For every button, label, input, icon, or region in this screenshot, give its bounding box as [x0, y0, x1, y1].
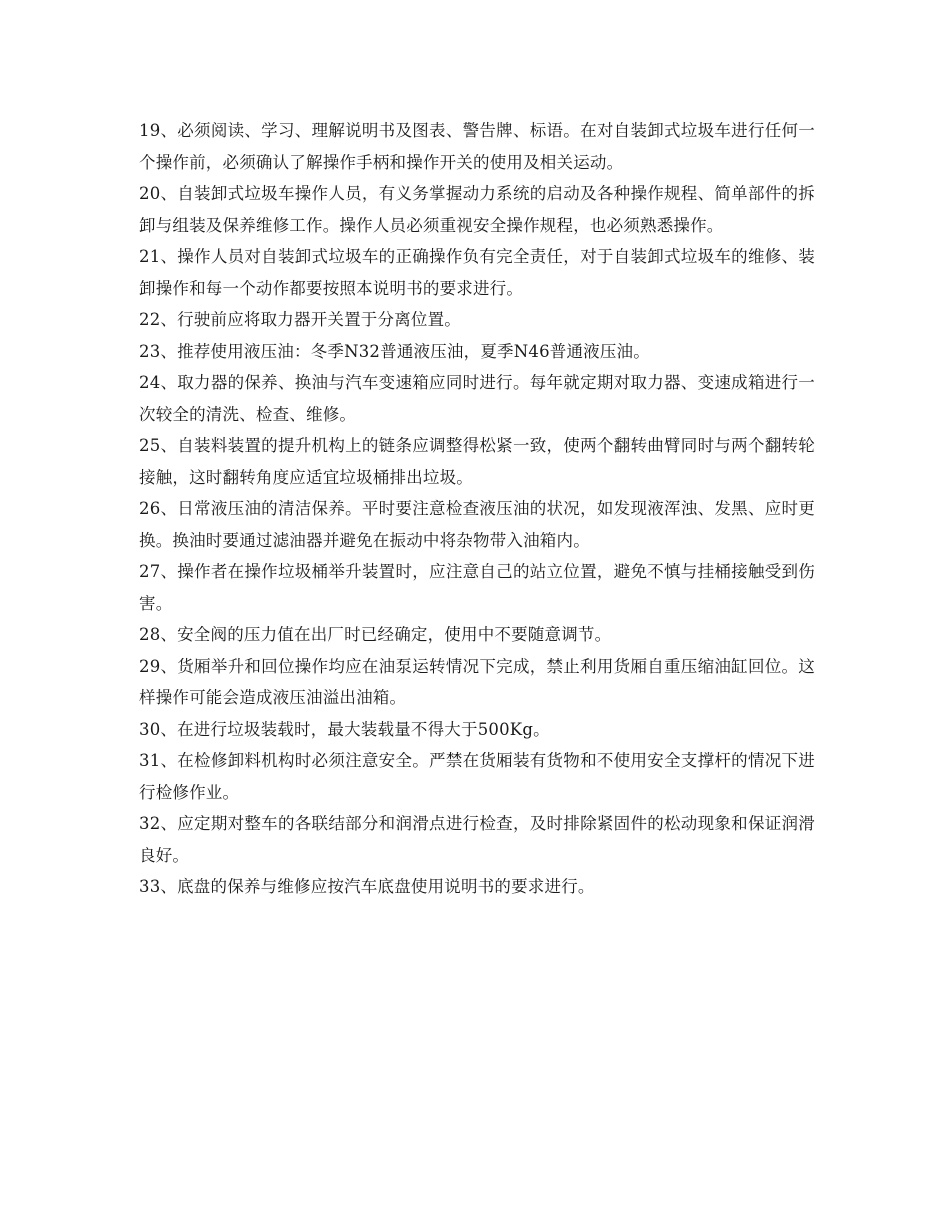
instruction-item-31: 31、在检修卸料机构时必须注意安全。严禁在货厢装有货物和不使用安全支撑杆的情况下进行检修作业。 [139, 751, 815, 802]
instruction-item-33: 33、底盘的保养与维修应按汽车底盘使用说明书的要求进行。 [139, 877, 595, 896]
instruction-item-22: 22、行驶前应将取力器开关置于分离位置。 [139, 310, 461, 329]
instruction-item-29: 29、货厢举升和回位操作均应在油泵运转情况下完成，禁止利用货厢自重压缩油缸回位。这样操作可能会造成液压油溢出油箱。 [139, 656, 815, 707]
instruction-item-20: 20、自装卸式垃圾车操作人员，有义务掌握动力系统的启动及各种操作规程、简单部件的拆卸与组装及保养维修工作。操作人员必须重视安全操作规程，也必须熟悉操作。 [139, 184, 815, 235]
instruction-item-30: 30、在进行垃圾装载时，最大装载量不得大于500Kg。 [139, 719, 550, 739]
instruction-item-32: 32、应定期对整车的各联结部分和润滑点进行检查，及时排除紧固件的松动现象和保证润滑良好。 [139, 814, 815, 865]
instruction-item-24: 24、取力器的保养、换油与汽车变速箱应同时进行。每年就定期对取力器、变速成箱进行一次较全的清洗、检查、维修。 [139, 373, 815, 424]
instruction-item-21: 21、操作人员对自装卸式垃圾车的正确操作负有完全责任，对于自装卸式垃圾车的维修、装卸操作和每一个动作都要按照本说明书的要求进行。 [139, 247, 815, 298]
instruction-item-28: 28、安全阀的压力值在出厂时已经确定，使用中不要随意调节。 [139, 625, 612, 644]
document-body [139, 115, 815, 903]
instruction-item-19: 19、必须阅读、学习、理解说明书及图表、警告牌、标语。在对自装卸式垃圾车进行任何一个操作前，必须确认了解操作手柄和操作开关的使用及相关运动。 [139, 121, 815, 172]
instruction-item-27: 27、操作者在操作垃圾桶举升装置时，应注意自己的站立位置，避免不慎与挂桶接触受到伤害。 [139, 562, 815, 613]
instruction-item-26: 26、日常液压油的清洁保养。平时要注意检查液压油的状况，如发现液浑浊、发黑、应时更换。换油时要通过滤油器并避免在振动中将杂物带入油箱内。 [139, 499, 815, 550]
instruction-item-25: 25、自装料装置的提升机构上的链条应调整得松紧一致，使两个翻转曲臂同时与两个翻转轮接触，这时翻转角度应适宜垃圾桶排出垃圾。 [139, 436, 815, 487]
instruction-item-23: 23、推荐使用液压油：冬季N32普通液压油，夏季N46普通液压油。 [139, 341, 650, 361]
